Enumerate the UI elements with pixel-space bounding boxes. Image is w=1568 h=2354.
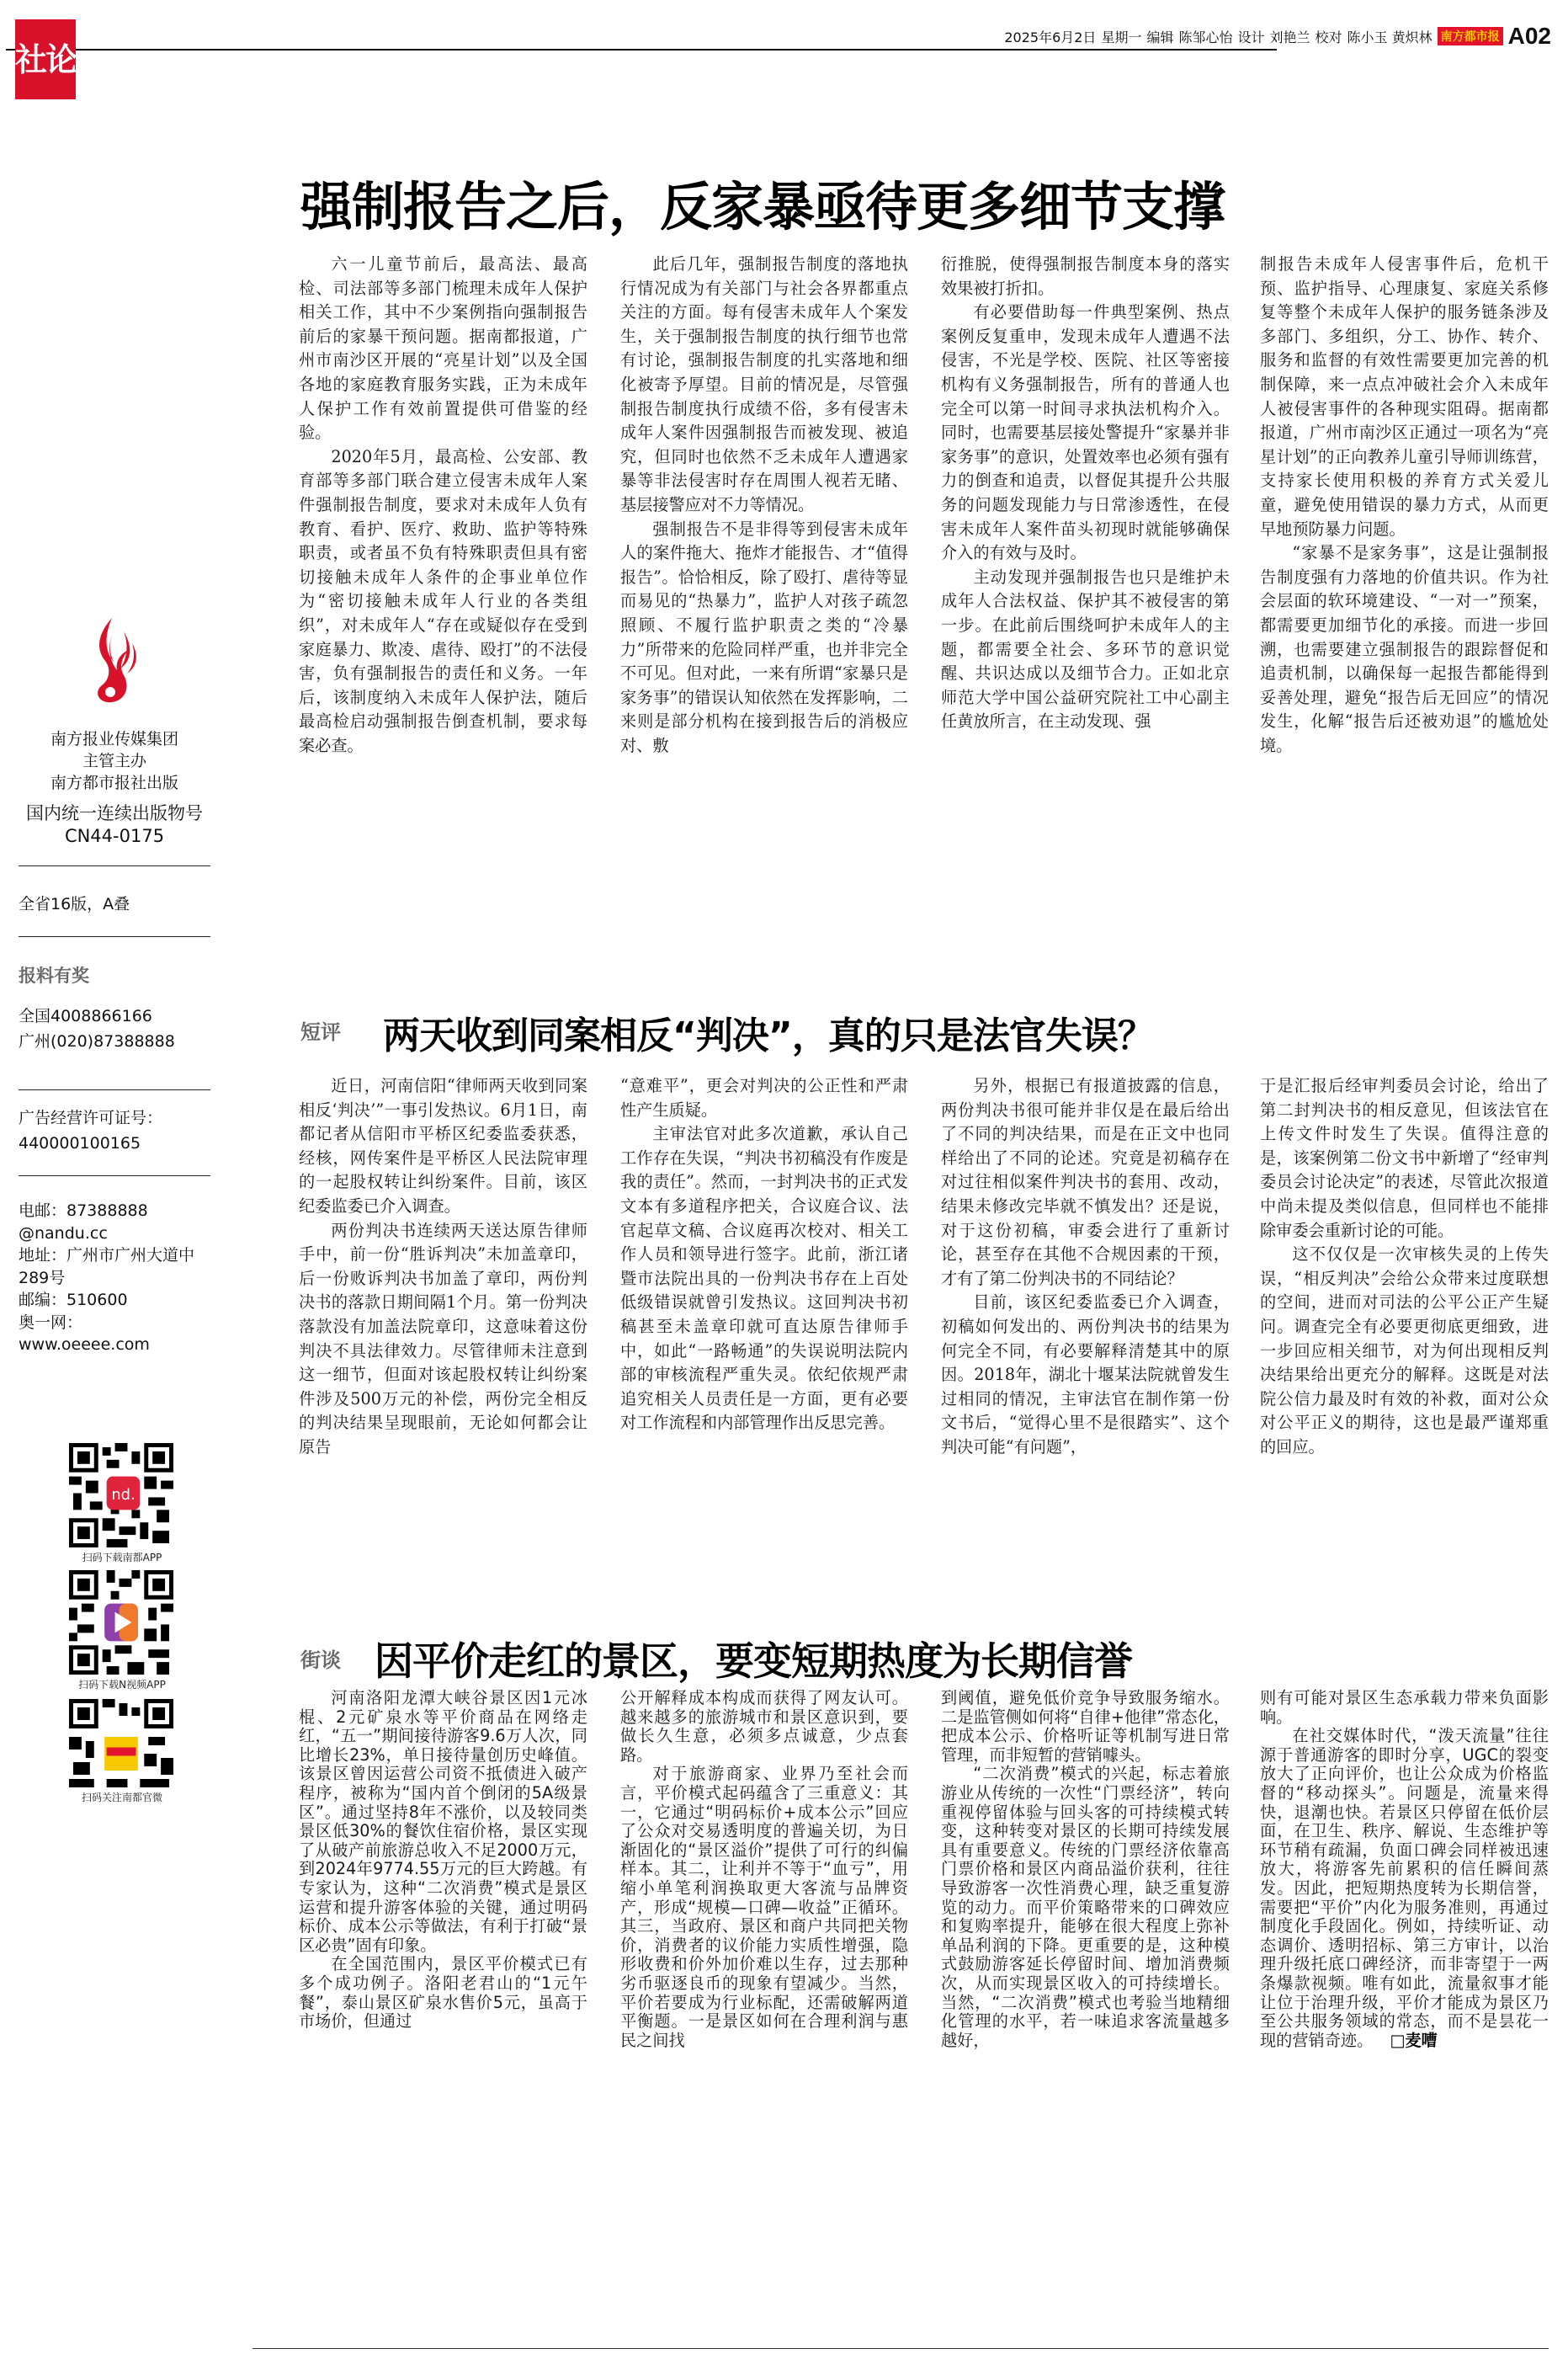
serial-number: CN44-0175 [64,826,165,846]
publisher-line: 南方报业传媒集团 [50,730,178,748]
serial-label: 国内统一连续出版物号 [26,803,203,823]
short-review-kicker: 短评 [300,1020,341,1044]
svg-text:nd.: nd. [111,1485,136,1504]
short-review-column [620,1074,908,1435]
paragraph: 这不仅仅是一次审核失灵的上传失误，“相反判决”会给公众带来过度联想的空间，进而对司法的公平公正产生疑问。调查完全有必要更彻底更细致，进一步回应相关细节，对为何出现相反判决结果给出更充分的解释。这既是对法院公信力最及时有效的补救，面对公众对公平正义的期待，这也是最严谨郑重的回应。 [1260,1244,1549,1457]
paragraph: 在全国范围内，景区平价模式已有多个成功例子。洛阳老君山的“1元午餐”，泰山景区矿泉水售价5元，虽高于市场价，但通过 [299,1954,587,2032]
serial-info [19,802,210,848]
ad-license-number: 440000100165 [19,1134,141,1153]
street-talk-column [299,1689,587,2032]
paragraph: 到阈值，避免低价竞争导致服务缩水。二是监管侧如何将“自律+他律”常态化，把成本公示、价格听证等机制写进日常管理，而非短暂的营销噱头。 [941,1688,1230,1765]
qr-code-nandu-wechat[interactable] [69,1699,173,1787]
editorial-column [1260,253,1549,758]
paragraph: 六一儿童节前后，最高法、最高检、司法部等多部门梳理未成年人保护相关工作，其中不少案例指向强制报告前后的家暴干预问题。据南都报道，广州市南沙区开展的“亮星计划”以及全国各地的家庭教育服务实践，正为未成年人保护工作有效前置提供可借鉴的经验。 [299,254,587,443]
paragraph: 则有可能对景区生态承载力带来负面影响。 [1260,1688,1549,1727]
designer-name: 刘艳兰 [1269,29,1310,45]
short-review-headline: 两天收到同案相反“判决”，真的只是法官失误？ [383,1015,1154,1057]
address-line: 289号 [19,1268,66,1287]
editor-name: 陈邹心怡 [1178,29,1233,45]
street-talk-headline: 因平价走红的景区，要变短期热度为长期信誉 [375,1638,1132,1684]
byline: □麦嘈 [1390,2030,1438,2050]
short-review-column [299,1074,587,1460]
paragraph: 公开解释成本构成而获得了网友认可。越来越多的旅游城市和景区意识到，要做长久生意，必须多点诚意，少点套路。 [620,1688,908,1765]
paragraph: 强制报告不是非得等到侵害未成年人的案件拖大、拖炸才能报告、才“值得报告”。恰恰相反，除了殴打、虐待等显而易见的“热暴力”，监护人对孩子疏忽照顾、不履行监护职责之类的“冷暴力”所带来的危险同样严重，也并非完全不可见。但对此，一来有所谓“家暴只是家务事”的错误认知依然在发挥影响，二来则是部分机构在接到报告后的消极应对、敷 [620,519,908,755]
paragraph: 于是汇报后经审判委员会讨论，给出了第二封判决书的相反意见，但该法官在上传文件时发生了失误。值得注意的是，该案例第二份文书中新增了“经审判委员会讨论决定”的表述，尽管此次报道中尚未提及类似信息，但同样也不能排除审委会重新讨论的可能。 [1260,1076,1549,1240]
qr-label: 扫码下载N视频APP [78,1679,166,1691]
website-label: 奥一网： [19,1313,83,1332]
paragraph: 此后几年，强制报告制度的落地执行情况成为有关部门与社会各界都重点关注的方面。每有侵害未成年人个案发生，关于强制报告制度的执行细节也常有讨论，强制报告制度的扎实落地和细化被寄予厚望。目前的情况是，尽管强制报告制度执行成绩不俗，多有侵害未成年人案件因强制报告而被发现、被追究，但同时也依然不乏未成年人遭遇家暴等非法侵害时存在周围人视若无睹、基层接警应对不力等情况。 [620,254,908,514]
proof-label: 校对 [1315,29,1342,45]
editorial-column [941,253,1230,734]
proofreader-names: 陈小玉 黄炽林 [1347,29,1432,45]
paragraph: 2020年5月，最高检、公安部、教育部等多部门联合建立侵害未成年人案件强制报告制度，要求对未成年人负有教育、看护、医疗、救助、监护等特殊职责，或者虽不负有特殊职责但具有密切接触未成年人条件的企事业单位作为“密切接触未成年人行业的各类组织”，对未成年人“存在或疑似存在受到家庭暴力、欺凌、虐待、殴打”的不法侵害，负有强制报告的责任和义务。一年后，该制度纳入未成年人保护法，随后最高检启动强制报告倒查机制，要求每案必查。 [299,446,587,755]
street-talk-column [1260,1689,1549,2050]
section-tag [15,19,76,99]
paragraph: 有必要借助每一件典型案例、热点案例反复重申，发现未成年人遭遇不法侵害，不光是学校、医院、社区等密接机构有义务强制报告，所有的普通人也完全可以第一时间寻求执法机构介入。同时，也需要基层接处警提升“家暴并非家务事”的意识，处置效率也必须有强有力的倒查和追责，以督促其提升公共服务的问题发现能力与日常渗透性，在侵害未成年人案件苗头初现时就能够确保介入的有效与及时。 [941,302,1230,563]
ad-license-label: 广告经营许可证号： [19,1109,163,1127]
brand-badge: 南方都市报 [1438,27,1503,45]
editorial-column [620,253,908,758]
email-line: @nandu.cc [19,1223,108,1243]
paragraph: 目前，该区纪委监委已介入调查，初稿如何发出的、两份判决书的结果为何完全不同，有必要解释清楚其中的原因。2018年，湖北十堰某法院就曾发生过相同的情况，主审法官在制作第一份文书后，“觉得心里不是很踏实”、这个判决可能“有问题”， [941,1292,1230,1457]
tips-title: 报料有奖 [19,966,89,986]
paragraph: 河南洛阳龙潭大峡谷景区因1元冰棍、2元矿泉水等平价商品在网络走红，“五一”期间接待游客9.6万人次，同比增长23%，单日接待量创历史峰值。该景区曾因运营公司资不抵债进入破产程序，被称为“国内首个倒闭的5A级景区”。通过坚持8年不涨价，以及较同类景区低30%的餐饮住宿价格，景区实现了从破产前旅游总收入不足2000万元，到2024年9774.55万元的巨大跨越。有专家认为，这种“二次消费”模式是景区运营和提升游客体验的关键，通过明码标价、成本公示等做法，有利于打破“景区必贵”固有印象。 [299,1688,587,1955]
flame-logo-icon [87,615,141,707]
paragraph: 主动发现并强制报告也只是维护未成年人合法权益、保护其不被侵害的第一步。在此前后围绕呵护未成年人的主题，都需要全社会、多环节的意识觉醒、共识达成以及细节合力。正如北京师范大学中国公益研究院社工中心副主任黄放所言，在主动发现、强 [941,567,1230,732]
publisher-info [19,728,210,794]
short-review-column [1260,1074,1549,1460]
paragraph: 衍推脱，使得强制报告制度本身的落实效果被打折扣。 [941,254,1230,298]
ad-license [19,1105,210,1156]
email-line: 电邮：87388888 [19,1201,148,1220]
publisher-line: 南方都市报社出版 [50,774,178,792]
paragraph: 在社交媒体时代，“泼天流量”往往源于普通游客的即时分享，UGC的裂变放大了正向评价，也让公众成为价格监督的“移动探头”。问题是，流量来得快，退潮也快。若景区只停留在低价层面，在卫生、秩序、解说、生态维护等环节稍有疏漏，负面口碑会同样被迅速放大，将游客先前累积的信任瞬间蒸发。因此，把短期热度转为长期信誉，需要把“平价”内化为服务准则，再通过制度化手段固化。例如，持续听证、动态调价、透明招标、第三方审计，以治理升级托底口碑经济，而非寄望于一两条爆款视频。唯有如此，流量叙事才能让位于治理升级，平价才能成为景区乃至公共服务领域的常态，而不是昙花一现的营销奇迹。 □麦嘈 [1260,1726,1549,2050]
paragraph: 主审法官对此多次道歉，承认自己工作存在失误，“判决书初稿没有作废是我的责任”。然而，一封判决书的正式发文本有多道程序把关，合议庭合议、法官起草文稿、合议庭再次校对、相关工作人员和领导进行签字。此前，浙江诸暨市法院出具的一份判决书存在上百处低级错误就曾引发热议。这回判决书初稿甚至未盖章印就可直达原告律师手中，如此“一路畅通”的失误说明法院内部的审核流程严重失灵。依纪依规严肃追究相关人员责任是一方面，更有必要对工作流程和内部管理作出反思完善。 [620,1124,908,1433]
contact-info [19,1200,210,1356]
paragraph: 另外，根据已有报道披露的信息，两份判决书很可能并非仅是在最后给出了不同的判决结果，而是在正文中也同样给出了不同的论述。究竟是初稿存在对过往相似案件判决书的套用、改动，结果未修改完毕就不慎发出？还是说，对于这份初稿，审委会进行了重新讨论，甚至存在其他不合规因素的干预，才有了第二份判决书的不同结论？ [941,1076,1230,1288]
qr-code-n-video-app[interactable] [69,1570,173,1675]
divider [19,1089,210,1090]
qr-label: 扫码下载南都APP [82,1552,162,1563]
tips-hotlines [19,1004,210,1054]
bottom-rule [252,2348,1549,2349]
editorial-column [299,253,587,758]
divider [19,1175,210,1176]
street-talk-kicker: 街谈 [300,1648,341,1672]
issue-weekday: 星期一 [1101,29,1142,45]
street-talk-column [941,1689,1230,2050]
qr-label: 扫码关注南都官微 [81,1792,162,1803]
paragraph: “二次消费”模式的兴起，标志着旅游业从传统的一次性“门票经济”，转向重视停留体验与回头客的可持续模式转变，这种转变对景区的长期可持续发展具有重要意义。传统的门票经济依靠高门票价格和景区内商品溢价获利，往往导致游客一次性消费心理，缺乏重复游览的动力。而平价策略带来的口碑效应和复购率提升，能够在很大程度上弥补单品利润的下降。更重要的是，这种模式鼓励游客延长停留时间、增加消费频次，从而实现景区收入的可持续增长。当然，“二次消费”模式也考验当地精细化管理的水平，若一味追求客流量越多越好， [941,1764,1230,2050]
editorial-headline: 强制报告之后，反家暴亟待更多细节支撑 [300,176,1225,237]
divider [19,936,210,937]
paragraph: 制报告未成年人侵害事件后，危机干预、监护指导、心理康复、家庭关系修复等整个未成年人保护的服务链条涉及多部门、多组织，分工、协作、转介、服务和监督的有效性需要更加完善的机制保障，来一点点冲破社会介入未成年人被侵害事件的各种现实阻碍。据南都报道，广州市南沙区正通过一项名为“亮星计划”的正向教养儿童引导师训练营，支持家长使用积极的养育方式关爱儿童，避免使用错误的暴力方式，从而更早地预防暴力问题。 [1260,254,1549,539]
divider [19,865,210,866]
qr-code-nandu-app[interactable] [69,1443,173,1547]
website-url[interactable]: www.oeeee.com [19,1335,150,1354]
tips-guangzhou: 广州(020)87388888 [19,1032,175,1051]
issue-date: 2025年6月2日 [1004,29,1097,45]
page-number: A02 [1507,23,1551,49]
masthead [1004,24,1551,49]
paragraph: “家暴不是家务事”，这是让强制报告制度强有力落地的价值共识。作为社会层面的软环境建设、“一对一”预案，都需要更加细节化的承接。而进一步回溯，也需要建立强制报告的跟踪督促和追责机制，以确保每一起报告都能得到妥善处理，避免“报告后无回应”的情况发生，化解“报告后还被劝退”的尴尬处境。 [1260,543,1549,755]
editor-label: 编辑 [1146,29,1174,45]
paragraph: 近日，河南信阳“律师两天收到同案相反‘判决’”一事引发热议。6月1日，南都记者从信阳市平桥区纪委监委获悉，经核，网传案件是平桥区人民法院审理的一起股权转让纠纷案件。目前，该区纪委监委已介入调查。 [299,1076,587,1216]
short-review-column [941,1074,1230,1460]
edition-info: 全省16版，A叠 [19,895,130,913]
address-line: 地址：广州市广州大道中 [19,1246,195,1265]
section-title: 社论 [15,40,77,78]
header-rule [6,49,1277,51]
street-talk-column [620,1689,908,2050]
postcode: 邮编：510600 [19,1291,128,1309]
paragraph: 对于旅游商家、业界乃至社会而言，平价模式起码蕴含了三重意义：其一，它通过“明码标价+成本公示”回应了公众对交易透明度的普遍关切，为日渐固化的“景区溢价”提供了可行的纠偏样本。其二，让利并不等于“血亏”，用缩小单笔利润换取更大客流与品牌资产，形成“规模—口碑—收益”正循环。其三，当政府、景区和商户共同把关物价，消费者的议价能力实质性增强，隐形收费和价外加价难以生存，过去那种劣币驱逐良币的现象有望减少。当然，平价若要成为行业标配，还需破解两道平衡题。一是景区如何在合理利润与惠民之间找 [620,1764,908,2050]
paragraph: 两份判决书连续两天送达原告律师手中，前一份“胜诉判决”未加盖章印，后一份败诉判决书加盖了章印，两份判决书的落款日期间隔1个月。第一份判决落款没有加盖法院章印，这意味着这份判决不具法律效力。尽管律师未注意到这一细节，但面对该起股权转让纠纷案件涉及500万元的补偿，两份完全相反的判决结果呈现眼前，无论如何都会让原告 [299,1220,587,1457]
tips-national: 全国4008866166 [19,1007,152,1025]
paragraph: “意难平”，更会对判决的公正性和严肃性产生质疑。 [620,1076,908,1120]
design-label: 设计 [1237,29,1265,45]
publisher-line: 主管主办 [82,752,146,770]
